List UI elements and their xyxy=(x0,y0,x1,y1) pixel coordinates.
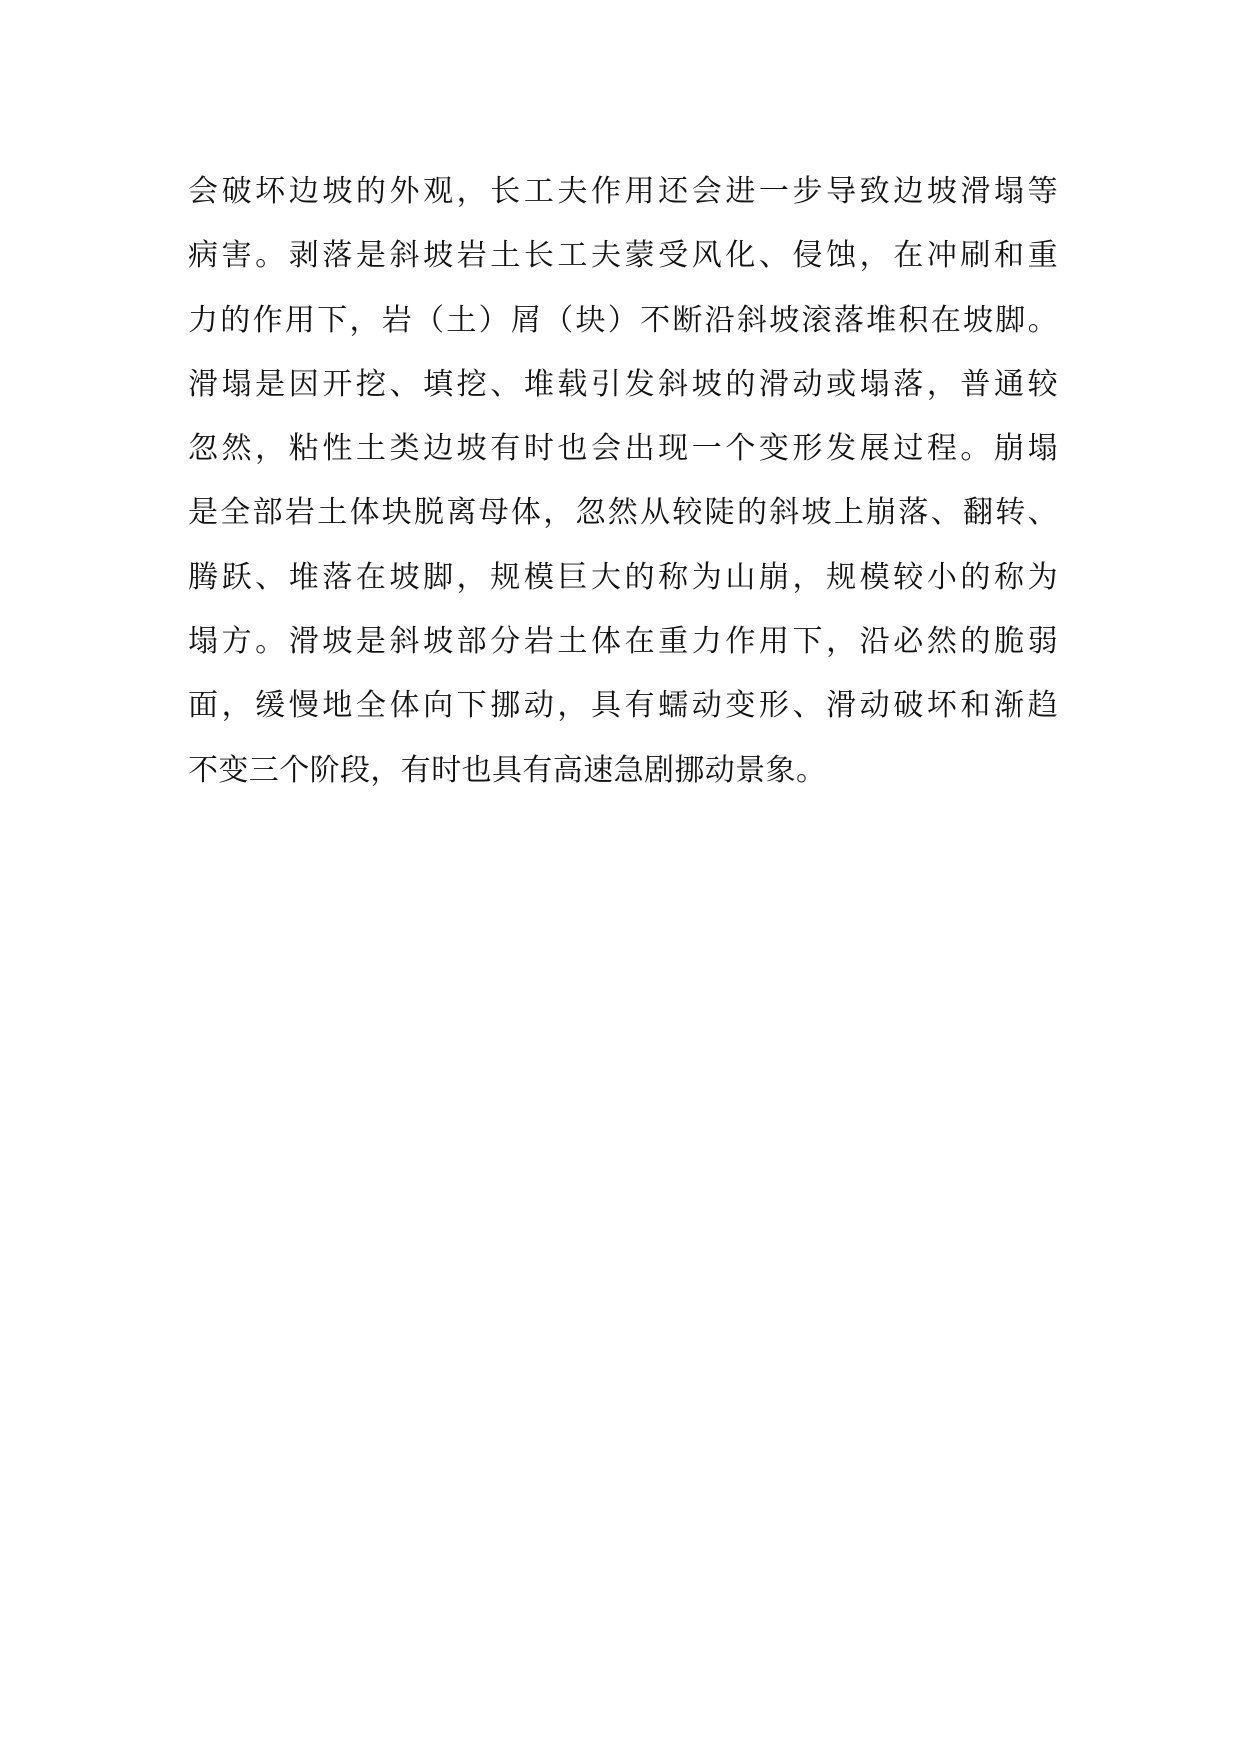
text-line: 力的作用下，岩（土）屑（块）不断沿斜坡滚落堆积在坡脚。 xyxy=(188,302,1058,338)
text-line: 忽然，粘性土类边坡有时也会出现一个变形发展过程。崩塌 xyxy=(188,431,1058,467)
text-line: 腾跃、堆落在坡脚，规模巨大的称为山崩，规模较小的称为 xyxy=(188,559,1058,595)
text-line: 是全部岩土体块脱离母体，忽然从较陡的斜坡上崩落、翻转、 xyxy=(188,495,1058,531)
body-paragraph xyxy=(188,160,1058,803)
text-line: 会破坏边坡的外观，长工夫作用还会进一步导致边坡滑塌等 xyxy=(188,174,1058,209)
text-line: 病害。剥落是斜坡岩土长工夫蒙受风化、侵蚀，在冲刷和重 xyxy=(188,238,1058,274)
text-line: 不变三个阶段，有时也具有高速急剧挪动景象。 xyxy=(188,752,827,788)
text-line: 滑塌是因开挖、填挖、堆载引发斜坡的滑动或塌落，普通较 xyxy=(188,366,1058,402)
text-line: 塌方。滑坡是斜坡部分岩土体在重力作用下，沿必然的脆弱 xyxy=(188,624,1058,660)
text-line: 面，缓慢地全体向下挪动，具有蠕动变形、滑动破坏和渐趋 xyxy=(188,688,1058,724)
